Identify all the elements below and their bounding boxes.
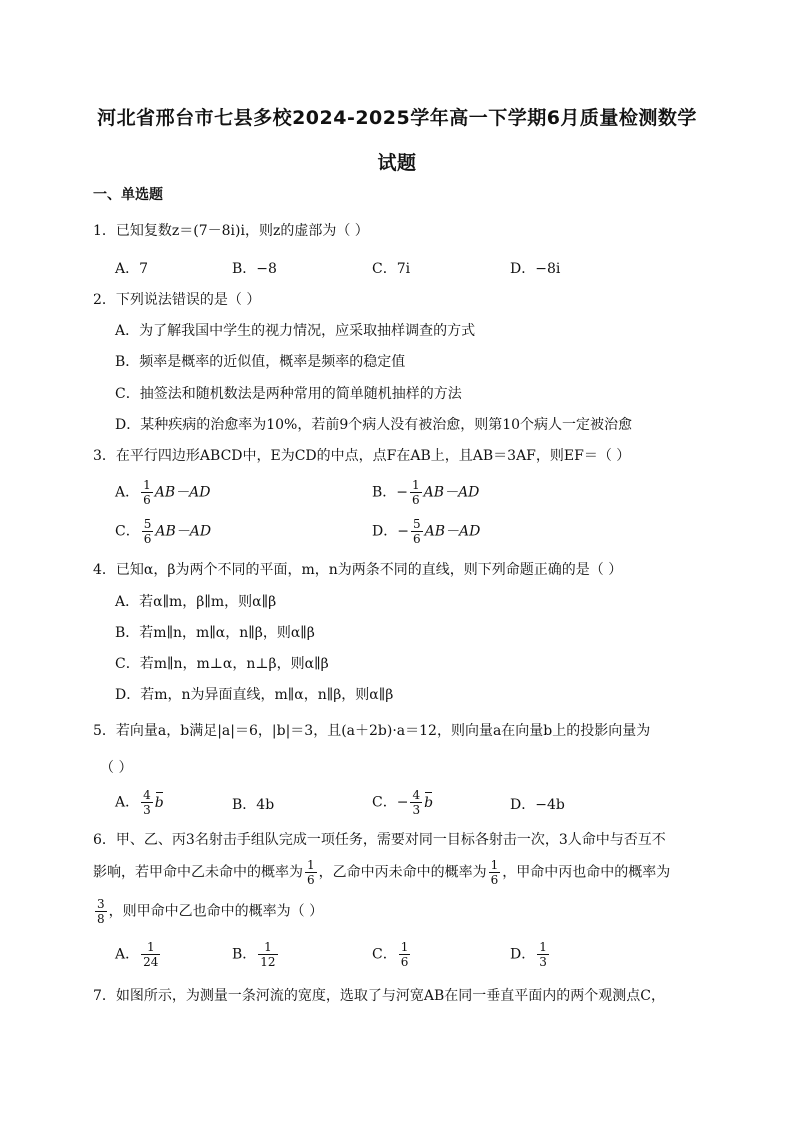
q6-text: 影响，若甲命中乙未命中的概率为 (93, 864, 303, 881)
fraction-denominator: 6 (307, 873, 315, 887)
question-3-option-a (115, 478, 211, 507)
question-1-option-c: C．7i (372, 261, 411, 277)
fraction (141, 788, 153, 817)
option-letter: D． (510, 946, 536, 963)
fraction-numerator: 1 (258, 940, 277, 955)
document-title-line1: 河北省邢台市七县多校2024-2025学年高一下学期6月质量检测数学 (97, 107, 697, 129)
fraction-numerator: 1 (141, 940, 160, 955)
vector-expression: AB－AD (155, 523, 212, 540)
fraction-numerator: 1 (539, 940, 547, 954)
question-1-option-a: A．7 (115, 261, 149, 277)
fraction-denominator: 6 (412, 532, 421, 546)
question-4-option-a: A．若α∥m，β∥m，则α∥β (115, 594, 277, 610)
fraction-denominator: 3 (539, 955, 547, 969)
fraction-numerator: 1 (143, 478, 151, 492)
question-6-line1: 6．甲、乙、丙3名射击手组队完成一项任务，需要对同一目标各射击一次，3人命中与否互不 (93, 832, 666, 848)
option-sign: − (396, 484, 409, 501)
vector-b: b (154, 794, 164, 811)
fraction-denominator: 24 (143, 955, 159, 969)
question-6-option-b (232, 940, 280, 969)
option-sign: − (397, 523, 409, 540)
document-title-line2: 试题 (377, 152, 417, 174)
fraction-denominator: 6 (412, 493, 420, 507)
fraction-denominator: 3 (412, 803, 421, 817)
q6-text: ，乙命中丙未命中的概率为 (318, 864, 487, 881)
question-4-stem: 4．已知α，β为两个不同的平面，m，n为两条不同的直线，则下列命题正确的是（ ） (93, 562, 623, 578)
question-6-option-d (510, 940, 551, 969)
fraction-numerator: 5 (412, 517, 421, 531)
question-6-line2 (93, 858, 670, 887)
fraction-numerator: 4 (143, 788, 151, 802)
option-letter: C． (372, 794, 397, 811)
fraction-denominator: 12 (260, 955, 276, 969)
option-letter: B． (232, 946, 257, 963)
vector-expression: AB－AD (154, 484, 211, 501)
fraction-denominator: 6 (490, 873, 499, 887)
question-2-option-a: A．为了解我国中学生的视力情况，应采取抽样调查的方式 (115, 323, 476, 339)
question-5-stem-paren: （ ） (100, 760, 133, 776)
fraction (95, 897, 107, 926)
question-5-stem: 5．若向量a，b满足|a|＝6，|b|＝3，且(a＋2b)·a＝12，则向量a在向量b上的投影向量为 (93, 723, 651, 739)
vector-b: b (424, 794, 434, 811)
option-letter: A． (115, 484, 140, 501)
question-2-option-b: B．频率是概率的近似值，概率是频率的稳定值 (115, 354, 406, 370)
fraction-denominator: 8 (97, 912, 105, 926)
fraction-numerator: 1 (307, 858, 315, 872)
fraction (410, 788, 422, 817)
question-4-option-d: D．若m，n为异面直线，m∥α，n∥β，则α∥β (115, 687, 394, 703)
option-letter: A． (115, 946, 140, 963)
question-6-line3 (93, 897, 323, 926)
fraction (141, 478, 153, 507)
question-5-option-d: D．−4b (510, 797, 565, 813)
question-4-option-c: C．若m∥n，m⊥α，n⊥β，则α∥β (115, 656, 329, 672)
option-letter: C． (372, 946, 397, 963)
fraction (142, 517, 154, 546)
question-1-stem: 1．已知复数z＝(7－8i)i，则z的虚部为（ ） (93, 223, 369, 239)
option-letter: A． (115, 794, 140, 811)
fraction-numerator: 4 (412, 788, 421, 802)
section-heading: 一、单选题 (93, 187, 163, 203)
question-7-stem: 7．如图所示，为测量一条河流的宽度，选取了与河宽AB在同一垂直平面内的两个观测点C， (93, 988, 666, 1004)
fraction-numerator: 3 (97, 897, 105, 911)
fraction (489, 858, 501, 887)
question-6-option-c (372, 940, 412, 969)
question-3-option-d (372, 517, 480, 546)
question-2-option-c: C．抽签法和随机数法是两种常用的简单随机抽样的方法 (115, 386, 462, 402)
question-6-option-a (115, 940, 162, 969)
fraction-denominator: 6 (400, 955, 409, 969)
question-5-option-b: B．4b (232, 797, 275, 813)
fraction-denominator: 6 (143, 493, 151, 507)
option-sign: − (396, 794, 409, 811)
question-3-option-c (115, 517, 211, 546)
question-4-option-b: B．若m∥n，m∥α，n∥β，则α∥β (115, 625, 315, 641)
option-letter: C． (115, 523, 140, 540)
question-2-stem: 2．下列说法错误的是（ ） (93, 292, 261, 308)
q6-text: ，甲命中丙也命中的概率为 (502, 864, 671, 881)
fraction-numerator: 5 (143, 517, 152, 531)
fraction-denominator: 6 (143, 532, 152, 546)
fraction (258, 940, 277, 969)
fraction-numerator: 1 (490, 858, 499, 872)
question-1-option-b: B．−8 (232, 261, 277, 277)
q6-text: ，则甲命中乙也命中的概率为（ ） (108, 903, 324, 920)
question-3-option-b (372, 478, 479, 507)
fraction-denominator: 3 (143, 803, 151, 817)
question-2-option-d: D．某种疾病的治愈率为10%，若前9个病人没有被治愈，则第10个病人一定被治愈 (115, 417, 633, 433)
option-letter: B． (372, 484, 397, 501)
fraction (537, 940, 549, 969)
fraction (141, 940, 160, 969)
fraction (399, 940, 411, 969)
question-3-stem: 3．在平行四边形ABCD中，E为CD的中点，点F在AB上，且AB＝3AF，则EF＝（ ） (93, 448, 631, 464)
fraction-numerator: 1 (400, 940, 409, 954)
question-5-option-a (115, 788, 164, 817)
question-1-option-d: D．−8i (510, 261, 561, 277)
question-5-option-c (372, 788, 433, 817)
fraction (305, 858, 317, 887)
vector-expression: AB－AD (423, 484, 480, 501)
fraction-numerator: 1 (412, 478, 420, 492)
vector-expression: AB－AD (424, 523, 481, 540)
fraction (410, 478, 422, 507)
fraction (411, 517, 423, 546)
option-letter: D． (372, 523, 398, 540)
